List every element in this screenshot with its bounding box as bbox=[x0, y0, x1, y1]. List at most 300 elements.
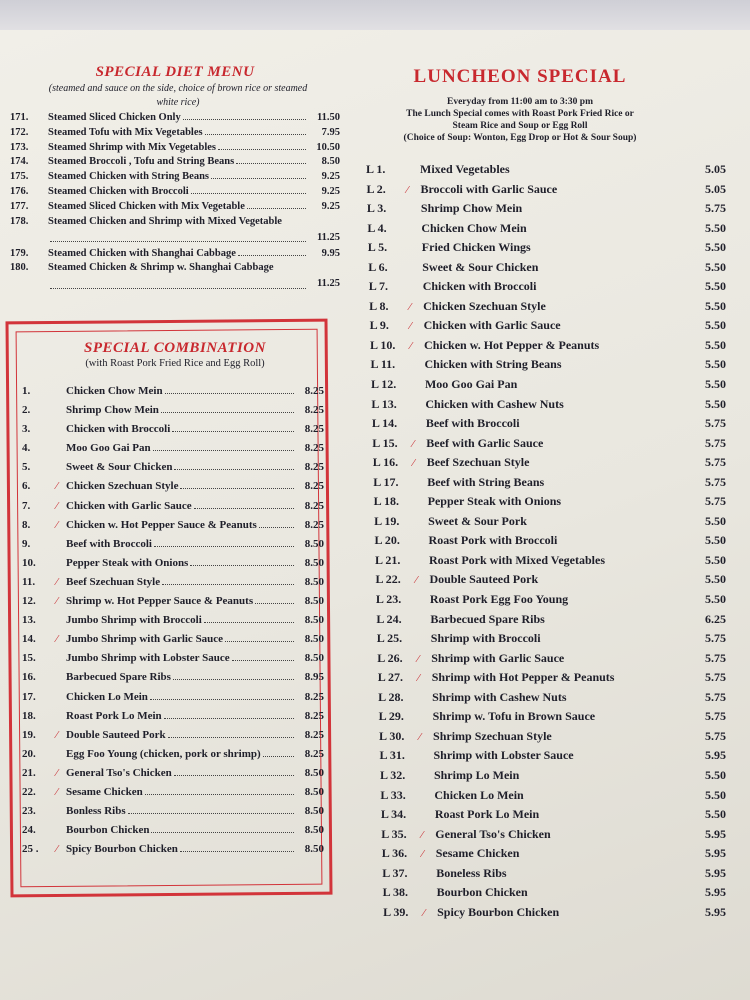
item-number: L 32. bbox=[379, 767, 406, 782]
item-name: Shrimp with Broccoli bbox=[430, 631, 541, 646]
combination-item bbox=[22, 382, 324, 401]
item-number: 172. bbox=[10, 126, 29, 138]
combination-item bbox=[22, 688, 324, 707]
luncheon-note-2: Steam Rice and Soup or Egg Roll bbox=[452, 121, 588, 131]
item-number: L 19. bbox=[374, 513, 400, 528]
item-name: Bonless Ribs bbox=[66, 805, 126, 818]
item-price: 8.25 bbox=[304, 747, 324, 760]
item-number: 24. bbox=[22, 824, 36, 837]
combination-item bbox=[22, 439, 324, 458]
item-price: 5.95 bbox=[705, 865, 726, 880]
item-name: Shrimp w. Tofu in Brown Sauce bbox=[432, 709, 596, 724]
item-price: 8.50 bbox=[304, 805, 324, 818]
dot-leader bbox=[236, 163, 306, 164]
item-number: 174. bbox=[10, 156, 29, 168]
chili-pepper-icon: ⁄ bbox=[56, 519, 58, 531]
item-price: 8.50 bbox=[304, 652, 324, 665]
chili-pepper-icon: ⁄ bbox=[406, 184, 409, 196]
luncheon-item bbox=[366, 766, 726, 786]
chili-pepper-icon: ⁄ bbox=[56, 500, 58, 512]
luncheon-item bbox=[366, 219, 726, 239]
item-number: 20. bbox=[22, 747, 36, 760]
item-number: L 28. bbox=[378, 689, 404, 704]
diet-menu-item bbox=[0, 185, 340, 200]
dot-leader bbox=[151, 832, 294, 833]
luncheon-item bbox=[366, 649, 726, 669]
luncheon-item bbox=[366, 180, 726, 200]
dot-leader bbox=[168, 737, 294, 738]
item-price: 5.75 bbox=[705, 455, 726, 470]
item-price: 5.50 bbox=[705, 807, 726, 822]
item-price: 8.50 bbox=[304, 575, 324, 588]
diet-menu-item bbox=[0, 247, 340, 262]
luncheon-item bbox=[366, 492, 726, 512]
dot-leader bbox=[50, 231, 306, 243]
item-price: 7.95 bbox=[321, 126, 340, 138]
item-number: L 12. bbox=[370, 377, 397, 392]
item-number: L 24. bbox=[376, 611, 402, 626]
combination-item bbox=[22, 573, 324, 592]
item-name: Roast Pork Egg Foo Young bbox=[429, 592, 569, 607]
item-name: Steamed Tofu with Mix Vegetables bbox=[48, 126, 203, 138]
item-name: Shrimp Chow Mein bbox=[66, 404, 159, 417]
item-price: 5.75 bbox=[705, 631, 726, 646]
diet-menu-item bbox=[0, 170, 340, 185]
dot-leader bbox=[153, 450, 294, 451]
chili-pepper-icon: ⁄ bbox=[423, 907, 425, 919]
item-price: 10.50 bbox=[316, 141, 340, 153]
item-price: 5.75 bbox=[705, 494, 726, 509]
item-name: Beef Szechuan Style bbox=[426, 455, 530, 470]
diet-menu-item bbox=[0, 141, 340, 156]
item-price: 5.75 bbox=[705, 416, 726, 431]
item-number: 171. bbox=[10, 112, 29, 123]
item-name: Sweet & Sour Chicken bbox=[66, 461, 173, 474]
item-name: Steamed Broccoli , Tofu and String Beans bbox=[48, 156, 235, 168]
item-number: 11. bbox=[22, 575, 36, 588]
item-price: 9.95 bbox=[321, 247, 340, 259]
luncheon-item bbox=[366, 688, 726, 708]
item-price: 5.95 bbox=[705, 748, 726, 763]
item-price: 5.50 bbox=[705, 552, 726, 567]
item-price: 8.95 bbox=[304, 671, 324, 684]
item-name: Steamed Chicken with Broccoli bbox=[48, 185, 189, 197]
dot-leader bbox=[150, 699, 294, 700]
item-name: Beef with Broccoli bbox=[425, 416, 520, 431]
item-price: 8.25 bbox=[304, 518, 324, 531]
luncheon-item bbox=[366, 395, 726, 415]
background-strip bbox=[0, 0, 750, 32]
dot-leader bbox=[238, 255, 306, 256]
combination-item bbox=[22, 630, 324, 649]
item-price: 5.75 bbox=[705, 689, 726, 704]
item-name: Jumbo Shrimp with Broccoli bbox=[66, 614, 202, 627]
item-number: 18. bbox=[22, 709, 36, 722]
item-number: L 30. bbox=[379, 728, 405, 743]
item-price: 5.50 bbox=[705, 357, 726, 372]
combination-item bbox=[22, 401, 324, 420]
dot-leader bbox=[172, 431, 294, 432]
dot-leader bbox=[194, 508, 294, 509]
chili-pepper-icon: ⁄ bbox=[417, 673, 420, 685]
item-price: 5.50 bbox=[705, 533, 726, 548]
item-price: 9.25 bbox=[321, 171, 340, 183]
dot-leader bbox=[205, 134, 306, 135]
item-price: 5.05 bbox=[705, 181, 726, 196]
item-name: Chicken with Cashew Nuts bbox=[425, 396, 564, 411]
item-number: L 3. bbox=[366, 201, 387, 216]
luncheon-item bbox=[366, 238, 726, 258]
item-name: Chicken with Broccoli bbox=[66, 423, 171, 436]
item-name: Steamed Chicken with Shanghai Cabbage bbox=[48, 247, 236, 259]
item-number: L 2. bbox=[366, 181, 386, 196]
item-name: Shrimp Lo Mein bbox=[433, 767, 520, 782]
item-number: 10. bbox=[22, 556, 36, 569]
item-number: L 9. bbox=[369, 318, 389, 333]
luncheon-item bbox=[366, 805, 726, 825]
item-name: Chicken Szechuan Style bbox=[66, 480, 179, 493]
luncheon-item bbox=[366, 610, 726, 630]
combination-item bbox=[22, 821, 324, 840]
luncheon-item bbox=[366, 551, 726, 571]
item-price: 5.50 bbox=[705, 396, 726, 411]
chili-pepper-icon: ⁄ bbox=[417, 653, 419, 665]
item-name: Chicken with Garlic Sauce bbox=[423, 318, 561, 333]
chili-pepper-icon: ⁄ bbox=[56, 481, 58, 493]
luncheon-item bbox=[366, 903, 726, 923]
combination-title: SPECIAL COMBINATION bbox=[84, 340, 266, 356]
item-number: 179. bbox=[10, 247, 29, 259]
dot-leader bbox=[190, 565, 294, 566]
chili-pepper-icon: ⁄ bbox=[412, 458, 415, 470]
dot-leader bbox=[165, 393, 294, 394]
diet-menu-item bbox=[0, 155, 340, 170]
item-name: Jumbo Shrimp with Lobster Sauce bbox=[66, 652, 230, 665]
item-name: Double Sauteed Pork bbox=[429, 572, 539, 587]
item-name: Spicy Bourbon Chicken bbox=[437, 904, 560, 919]
dot-leader bbox=[211, 178, 306, 179]
item-price: 5.50 bbox=[705, 318, 726, 333]
combination-item bbox=[22, 458, 324, 477]
item-number: 180. bbox=[10, 262, 29, 274]
item-price: 11.25 bbox=[316, 278, 340, 290]
item-number: 9. bbox=[22, 537, 31, 550]
item-price: 5.95 bbox=[705, 846, 726, 861]
item-number: 178. bbox=[10, 215, 29, 227]
luncheon-item bbox=[366, 336, 726, 356]
item-name: Shrimp w. Hot Pepper Sauce & Peanuts bbox=[66, 595, 254, 608]
item-number: L 7. bbox=[368, 279, 389, 294]
luncheon-item bbox=[366, 160, 726, 180]
item-name: Chicken with Garlic Sauce bbox=[66, 499, 192, 512]
item-name: Sweet & Sour Pork bbox=[428, 513, 527, 528]
diet-menu-item bbox=[0, 126, 340, 141]
combination-item bbox=[22, 668, 324, 687]
luncheon-item bbox=[366, 473, 726, 493]
item-price: 5.75 bbox=[705, 670, 726, 685]
item-price-line bbox=[0, 277, 340, 292]
luncheon-item bbox=[366, 844, 726, 864]
item-name: Broccoli with Garlic Sauce bbox=[420, 181, 558, 196]
item-number: L 39. bbox=[383, 904, 409, 919]
diet-menu-list bbox=[0, 111, 340, 293]
item-price: 5.50 bbox=[705, 767, 726, 782]
item-price: 5.50 bbox=[705, 220, 726, 235]
item-name: Steamed Chicken with String Beans bbox=[48, 171, 210, 183]
dot-leader bbox=[128, 813, 294, 814]
item-number: L 34. bbox=[380, 807, 407, 822]
luncheon-item bbox=[366, 786, 726, 806]
item-name: Shrimp with Garlic Sauce bbox=[431, 650, 565, 665]
item-name: Steamed Shrimp with Mix Vegetables bbox=[48, 141, 216, 153]
item-name: Egg Foo Young (chicken, pork or shrimp) bbox=[66, 747, 261, 760]
diet-menu-title: SPECIAL DIET MENU bbox=[95, 64, 255, 80]
item-price: 5.50 bbox=[705, 279, 726, 294]
item-price: 8.25 bbox=[304, 423, 324, 436]
combination-item bbox=[22, 592, 324, 611]
item-price: 8.50 bbox=[304, 537, 324, 550]
item-number: L 26. bbox=[377, 650, 403, 665]
luncheon-item bbox=[366, 570, 726, 590]
dot-leader bbox=[183, 119, 306, 120]
item-number: 7. bbox=[22, 499, 31, 512]
item-number: L 21. bbox=[375, 552, 401, 567]
item-price: 5.50 bbox=[705, 377, 726, 392]
chili-pepper-icon: ⁄ bbox=[56, 634, 58, 646]
item-number: 1. bbox=[22, 385, 31, 397]
combination-item bbox=[22, 611, 324, 630]
item-price: 5.95 bbox=[705, 885, 726, 900]
dot-leader bbox=[247, 208, 306, 209]
item-number: L 14. bbox=[371, 416, 398, 431]
item-name: Chicken with String Beans bbox=[424, 357, 562, 372]
item-number: L 29. bbox=[378, 709, 404, 724]
item-name: Shrimp Chow Mein bbox=[420, 201, 523, 216]
item-price: 8.25 bbox=[304, 442, 324, 455]
dot-leader bbox=[225, 641, 294, 642]
luncheon-item bbox=[366, 453, 726, 473]
luncheon-note-1: The Lunch Special comes with Roast Pork Fried Rice or bbox=[406, 109, 634, 119]
luncheon-item bbox=[366, 375, 726, 395]
dot-leader bbox=[255, 603, 294, 604]
item-price: 5.75 bbox=[705, 650, 726, 665]
item-number: 21. bbox=[22, 766, 36, 779]
item-name: Moo Goo Gai Pan bbox=[424, 377, 518, 392]
item-number: 4. bbox=[22, 442, 31, 455]
chili-pepper-icon: ⁄ bbox=[409, 321, 412, 333]
combination-item bbox=[22, 726, 324, 745]
item-price: 5.50 bbox=[705, 337, 726, 352]
item-number: 8. bbox=[22, 518, 31, 531]
item-name: Pepper Steak with Onions bbox=[427, 494, 562, 509]
item-name: Roast Pork Lo Mein bbox=[66, 709, 162, 722]
item-price: 11.50 bbox=[316, 112, 340, 123]
item-number: 16. bbox=[22, 671, 36, 684]
item-price-line bbox=[0, 231, 340, 246]
luncheon-list bbox=[366, 160, 726, 922]
dot-leader bbox=[154, 546, 294, 547]
combination-item bbox=[22, 783, 324, 802]
item-price: 8.50 bbox=[304, 766, 324, 779]
item-price: 5.50 bbox=[705, 298, 726, 313]
item-number: L 22. bbox=[375, 572, 401, 587]
item-number: L 8. bbox=[369, 298, 389, 313]
item-name: Bourbon Chicken bbox=[436, 885, 528, 900]
chili-pepper-icon: ⁄ bbox=[56, 786, 58, 798]
item-number: 5. bbox=[22, 461, 31, 474]
luncheon-item bbox=[366, 727, 726, 747]
item-name: Mixed Vegetables bbox=[420, 162, 510, 176]
item-price: 11.25 bbox=[316, 231, 340, 243]
item-number: L 25. bbox=[376, 631, 403, 646]
item-price: 8.50 bbox=[304, 824, 324, 837]
dot-leader bbox=[173, 679, 294, 680]
item-name: Chicken w. Hot Pepper & Peanuts bbox=[424, 337, 600, 352]
item-name: Moo Goo Gai Pan bbox=[66, 442, 151, 455]
item-name: Double Sauteed Pork bbox=[66, 728, 166, 741]
item-price: 8.50 bbox=[304, 595, 324, 608]
item-number: L 6. bbox=[368, 259, 388, 274]
item-price: 8.25 bbox=[304, 709, 324, 722]
chili-pepper-icon: ⁄ bbox=[56, 767, 58, 779]
item-name: Steamed Sliced Chicken Only bbox=[48, 112, 181, 123]
item-number: 17. bbox=[22, 690, 36, 703]
item-number: 12. bbox=[22, 595, 36, 608]
item-name: Roast Pork Lo Mein bbox=[434, 807, 540, 822]
item-number: 176. bbox=[10, 185, 29, 197]
dot-leader bbox=[174, 775, 294, 776]
luncheon-item bbox=[366, 629, 726, 649]
item-name: General Tso's Chicken bbox=[66, 766, 172, 779]
diet-menu-item bbox=[0, 111, 340, 126]
dot-leader bbox=[145, 794, 294, 795]
item-number: 3. bbox=[22, 423, 31, 436]
item-number: L 35. bbox=[381, 826, 407, 841]
item-price: 8.50 bbox=[321, 156, 340, 168]
item-name: Beef with String Beans bbox=[427, 474, 545, 489]
chili-pepper-icon: ⁄ bbox=[56, 596, 58, 608]
item-name: Chicken Lo Mein bbox=[434, 787, 524, 802]
dot-leader bbox=[180, 851, 294, 852]
chili-pepper-icon: ⁄ bbox=[412, 438, 414, 450]
item-price: 8.25 bbox=[304, 461, 324, 474]
luncheon-hours: Everyday from 11:00 am to 3:30 pm bbox=[446, 97, 593, 107]
item-name: Beef with Broccoli bbox=[66, 537, 152, 550]
dot-leader bbox=[174, 469, 294, 470]
luncheon-item bbox=[366, 434, 726, 454]
item-number: L 20. bbox=[374, 533, 400, 548]
luncheon-item bbox=[366, 512, 726, 532]
item-name: Chicken Chow Mein bbox=[66, 385, 163, 397]
item-price: 5.50 bbox=[705, 240, 726, 255]
luncheon-item bbox=[366, 825, 726, 845]
item-number: 19. bbox=[22, 728, 36, 741]
item-price: 5.75 bbox=[705, 435, 726, 450]
item-number: L 4. bbox=[367, 220, 387, 235]
item-name: Barbecued Spare Ribs bbox=[430, 611, 545, 626]
combination-item bbox=[22, 477, 324, 496]
item-price: 5.75 bbox=[705, 474, 726, 489]
item-name: Steamed Sliced Chicken with Mix Vegetable bbox=[48, 200, 245, 212]
chili-pepper-icon: ⁄ bbox=[410, 340, 412, 352]
combination-item bbox=[22, 764, 324, 783]
item-name: General Tso's Chicken bbox=[435, 826, 551, 841]
item-name: Chicken Szechuan Style bbox=[423, 298, 546, 313]
item-price: 5.50 bbox=[705, 787, 726, 802]
chili-pepper-icon: ⁄ bbox=[409, 301, 411, 313]
combination-item bbox=[22, 707, 324, 726]
item-number: L 31. bbox=[379, 748, 405, 763]
dot-leader bbox=[232, 660, 294, 661]
luncheon-item bbox=[366, 707, 726, 727]
luncheon-subtitle bbox=[370, 96, 670, 144]
dot-leader bbox=[50, 277, 306, 289]
item-number: L 15. bbox=[372, 435, 398, 450]
item-name: Sesame Chicken bbox=[435, 846, 520, 861]
dot-leader bbox=[191, 193, 306, 194]
combination-item bbox=[22, 497, 324, 516]
item-price: 9.25 bbox=[321, 200, 340, 212]
diet-menu-item bbox=[0, 215, 340, 247]
luncheon-title: LUNCHEON SPECIAL bbox=[413, 66, 627, 87]
dot-leader bbox=[204, 622, 294, 623]
item-number: L 27. bbox=[377, 670, 404, 685]
chili-pepper-icon: ⁄ bbox=[419, 731, 421, 743]
luncheon-item bbox=[366, 355, 726, 375]
item-price: 6.25 bbox=[705, 611, 726, 626]
item-number: L 5. bbox=[367, 240, 388, 255]
item-number: L 23. bbox=[375, 592, 402, 607]
dot-leader bbox=[218, 149, 306, 150]
combination-subtitle: (with Roast Pork Fried Rice and Egg Roll) bbox=[85, 358, 265, 369]
item-name: Beef Szechuan Style bbox=[66, 575, 161, 588]
item-number: 22. bbox=[22, 785, 36, 798]
luncheon-item bbox=[366, 864, 726, 884]
item-number: 175. bbox=[10, 171, 29, 183]
item-number: L 16. bbox=[372, 455, 399, 470]
diet-menu-item bbox=[0, 261, 340, 293]
luncheon-item bbox=[366, 883, 726, 903]
dot-leader bbox=[180, 488, 294, 489]
item-number: L 10. bbox=[370, 337, 396, 352]
item-price: 8.25 bbox=[304, 480, 324, 493]
item-name: Steamed Chicken & Shrimp w. Shanghai Cabbage bbox=[48, 262, 274, 274]
item-name: Roast Pork with Mixed Vegetables bbox=[429, 552, 605, 567]
item-name: Roast Pork with Broccoli bbox=[428, 533, 558, 548]
item-number: L 11. bbox=[370, 357, 396, 372]
dot-leader bbox=[164, 718, 294, 719]
item-name: Barbecued Spare Ribs bbox=[66, 671, 171, 684]
diet-menu-subtitle: (steamed and sauce on the side, choice of brown rice or steamed white rice) bbox=[48, 83, 308, 108]
item-name: Chicken Chow Mein bbox=[421, 220, 527, 235]
item-price: 5.75 bbox=[705, 709, 726, 724]
item-number: 14. bbox=[22, 633, 36, 646]
item-price: 5.05 bbox=[705, 162, 726, 176]
luncheon-item bbox=[366, 258, 726, 278]
dot-leader bbox=[259, 527, 294, 528]
item-price: 5.95 bbox=[705, 826, 726, 841]
item-name: Shrimp Szechuan Style bbox=[433, 728, 552, 743]
item-number: 6. bbox=[22, 480, 31, 493]
item-number: 177. bbox=[10, 200, 29, 212]
chili-pepper-icon: ⁄ bbox=[421, 849, 424, 861]
item-price: 8.50 bbox=[304, 633, 324, 646]
item-number: L 13. bbox=[371, 396, 397, 411]
item-price: 8.50 bbox=[304, 843, 324, 856]
luncheon-item bbox=[366, 199, 726, 219]
chili-pepper-icon: ⁄ bbox=[56, 576, 58, 588]
item-name: Spicy Bourbon Chicken bbox=[66, 843, 178, 856]
